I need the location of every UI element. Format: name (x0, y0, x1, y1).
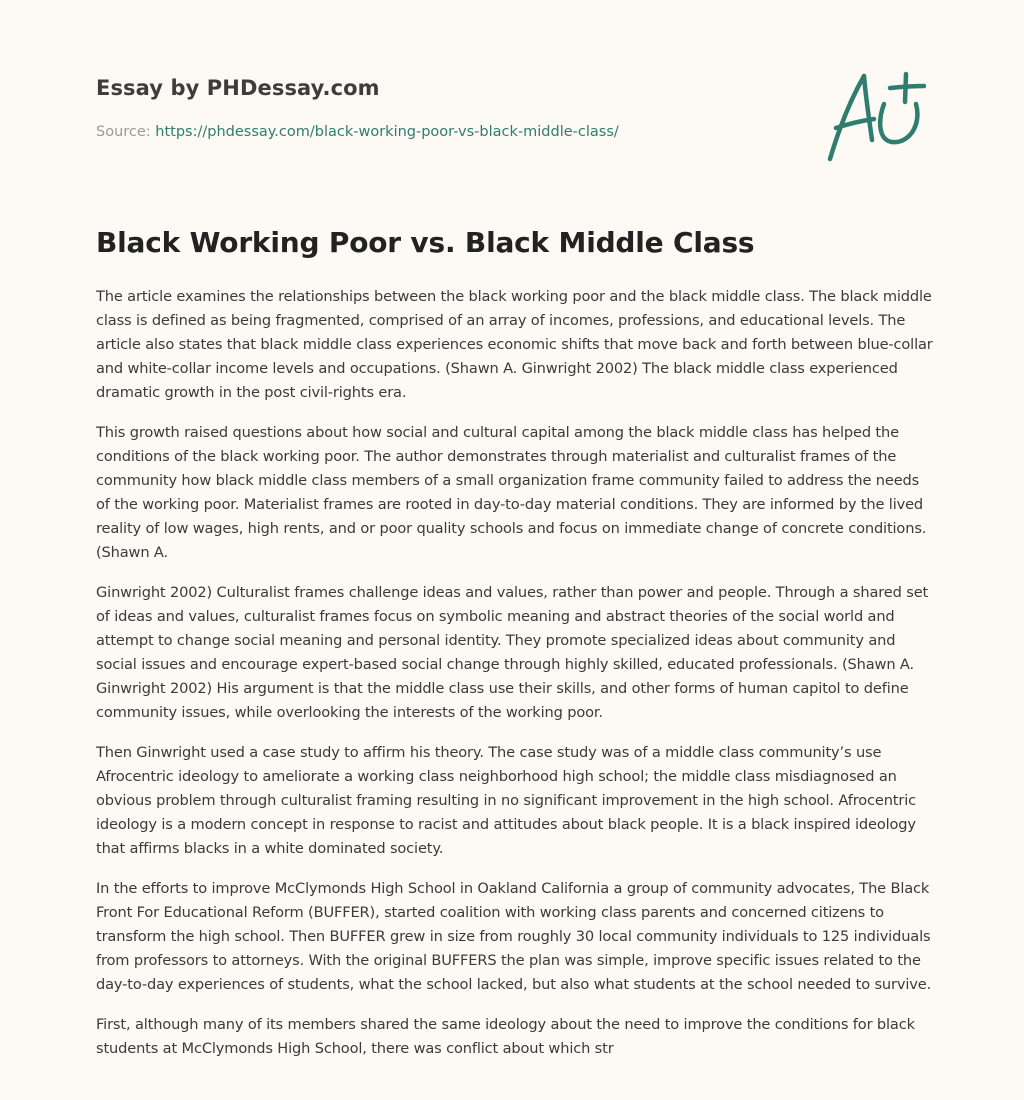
essay-paragraph: Ginwright 2002) Culturalist frames challenge ideas and values, rather than power and people. Through a shared set of ideas and values, culturalist frames focus on symbolic meaning and abstract theories of the social world and attempt to change social meaning and personal identity. They promote specialized ideas about community and social issues and encourage expert-based social change through highly skilled, educated professionals. (Shawn A. Ginwright 2002) His argument is that the middle class use their skills, and other forms of human capitol to define community issues, while overlooking the interests of the working poor. (96, 584, 929, 721)
a-plus-logo-icon (826, 70, 926, 165)
essay-paragraph: First, although many of its members shared the same ideology about the need to improve the conditions for black students at McClymonds High School, there was conflict about which str (96, 1016, 915, 1057)
essay-title: Black Working Poor vs. Black Middle Class (96, 226, 755, 259)
source-label: Source: (96, 124, 151, 140)
logo-strokes (830, 74, 924, 159)
essay-body (96, 285, 936, 1077)
essay-paragraph: In the efforts to improve McClymonds High School in Oakland California a group of community advocates, The Black Front For Educational Reform (BUFFER), started coalition with working class parents and concerned citizens to transform the high school. Then BUFFER grew in size from roughly 30 local community individuals to 125 individuals from professors to attorneys. With the original BUFFERS the plan was simple, improve specific issues related to the day-to-day experiences of students, what the school lacked, but also what students at the school needed to survive. (96, 880, 932, 993)
source-link[interactable]: https://phdessay.com/black-working-poor-vs-black-middle-class/ (155, 124, 619, 140)
site-brand: Essay by PHDessay.com (96, 76, 380, 100)
source-line (96, 124, 619, 140)
essay-paragraph: The article examines the relationships between the black working poor and the black middle class. The black middle class is defined as being fragmented, comprised of an array of incomes, professions, and educational levels. The article also states that black middle class experiences economic shifts that move back and forth between blue-collar and white-collar income levels and occupations. (Shawn A. Ginwright 2002) The black middle class experienced dramatic growth in the post civil-rights era. (96, 288, 933, 401)
essay-paragraph: This growth raised questions about how social and cultural capital among the black middle class has helped the conditions of the black working poor. The author demonstrates through materialist and culturalist frames of the community how black middle class members of a small organization frame community failed to address the needs of the working poor. Materialist frames are rooted in day-to-day material conditions. They are informed by the lived reality of low wages, high rents, and or poor quality schools and focus on immediate change of concrete conditions. (Shawn A. (96, 424, 927, 561)
essay-paragraph: Then Ginwright used a case study to affirm his theory. The case study was of a middle class community’s use Afrocentric ideology to ameliorate a working class neighborhood high school; the middle class misdiagnosed an obvious problem through culturalist framing resulting in no significant improvement in the high school. Afrocentric ideology is a modern concept in response to racist and attitudes about black people. It is a black inspired ideology that affirms blacks in a white dominated society. (96, 744, 917, 857)
